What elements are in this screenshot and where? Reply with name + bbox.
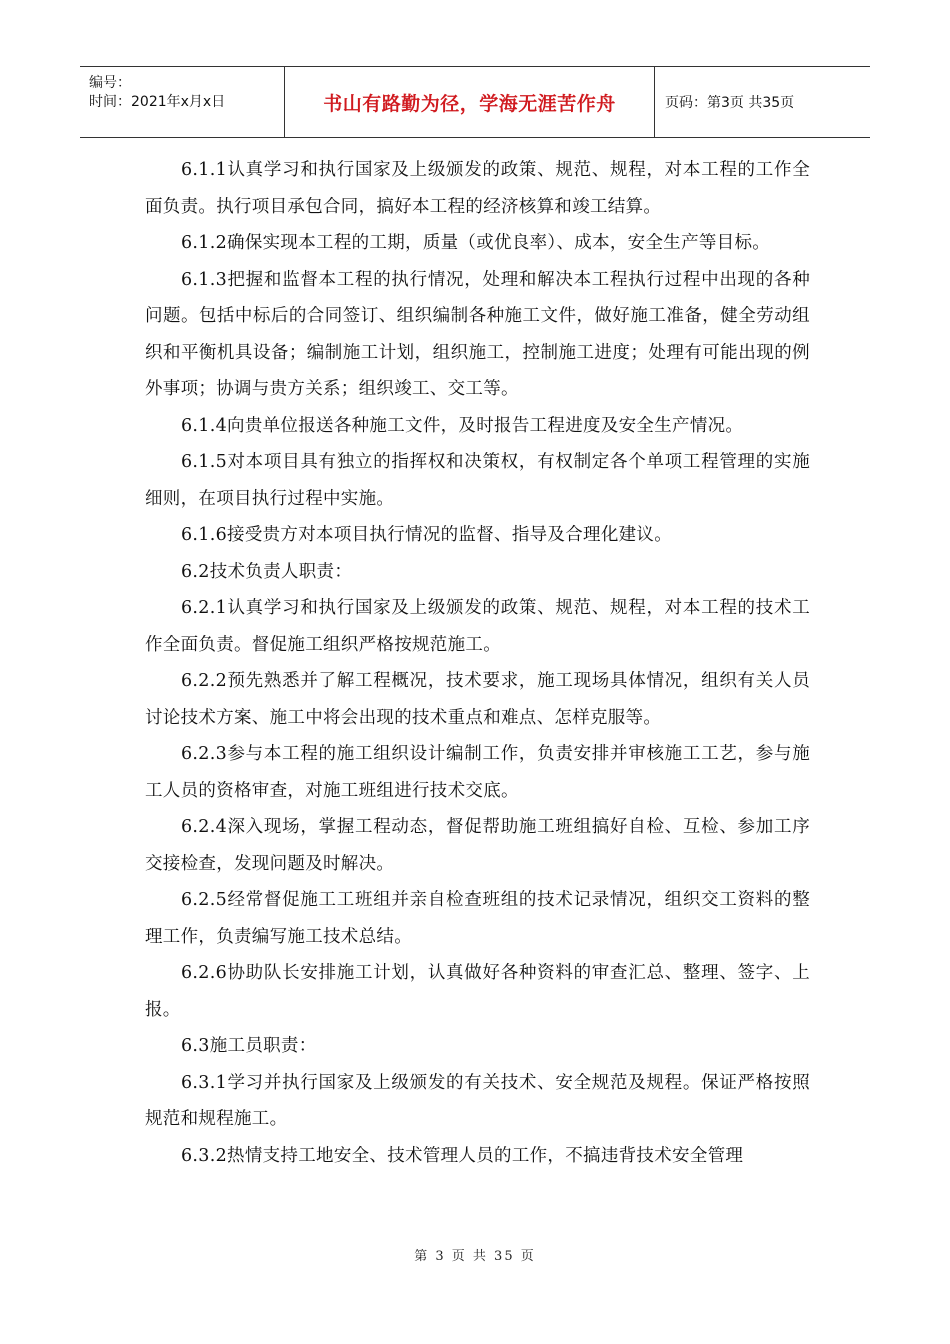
document-body <box>145 152 810 1174</box>
document-date-label: 时间：2021年x月x日 <box>89 94 226 110</box>
section-heading: 6.3施工员职责： <box>181 1036 317 1056</box>
paragraph: 6.2.6协助队长安排施工计划，认真做好各种资料的审查汇总、整理、签字、上报。 <box>145 963 810 1020</box>
paragraph: 6.1.1认真学习和执行国家及上级颁发的政策、规范、规程，对本工程的工作全面负责。执行项目承包合同，搞好本工程的经济核算和竣工结算。 <box>145 160 810 217</box>
paragraph: 6.2.2预先熟悉并了解工程概况，技术要求，施工现场具体情况，组织有关人员讨论技术方案、施工中将会出现的技术重点和难点、怎样克服等。 <box>145 671 810 728</box>
header-page-cell <box>655 67 870 137</box>
header-page-number: 页码：第3页 共35页 <box>665 95 795 111</box>
paragraph: 6.3.1学习并执行国家及上级颁发的有关技术、安全规范及规程。保证严格按照规范和规程施工。 <box>145 1072 810 1129</box>
paragraph: 6.1.4向贵单位报送各种施工文件，及时报告工程进度及安全生产情况。 <box>181 415 744 436</box>
document-number-label: 编号： <box>89 75 131 91</box>
header-left-cell <box>80 67 285 137</box>
paragraph: 6.1.3把握和监督本工程的执行情况，处理和解决本工程执行过程中出现的各种问题。包括中标后的合同签订、组织编制各种施工文件，做好施工准备，健全劳动组织和平衡机具设备；编制施工计划，组织施工，控制施工进度；处理有可能出现的例外事项；协调与贵方关系；组织竣工、交工等。 <box>145 269 810 399</box>
paragraph: 6.2.4深入现场，掌握工程动态，督促帮助施工班组搞好自检、互检、参加工序交接检查，发现问题及时解决。 <box>145 817 810 874</box>
paragraph: 6.2.3参与本工程的施工组织设计编制工作，负责安排并审核施工工艺，参与施工人员的资格审查，对施工班组进行技术交底。 <box>145 744 810 801</box>
paragraph: 6.1.2确保实现本工程的工期，质量（或优良率）、成本，安全生产等目标。 <box>181 233 771 253</box>
paragraph: 6.2.5经常督促施工工班组并亲自检查班组的技术记录情况，组织交工资料的整理工作，负责编写施工技术总结。 <box>145 890 810 947</box>
paragraph: 6.2.1认真学习和执行国家及上级颁发的政策、规范、规程，对本工程的技术工作全面负责。督促施工组织严格按规范施工。 <box>145 598 810 655</box>
page-footer: 第 3 页 共 35 页 <box>414 1249 536 1264</box>
header-motto-cell <box>285 67 655 137</box>
paragraph: 6.3.2热情支持工地安全、技术管理人员的工作，不搞违背技术安全管理 <box>181 1145 744 1166</box>
page-header <box>80 66 870 138</box>
paragraph: 6.1.6接受贵方对本项目执行情况的监督、指导及合理化建议。 <box>181 525 673 545</box>
paragraph: 6.1.5对本项目具有独立的指挥权和决策权，有权制定各个单项工程管理的实施细则，在项目执行过程中实施。 <box>145 452 810 509</box>
section-heading: 6.2技术负责人职责： <box>181 561 353 582</box>
header-motto: 书山有路勤为径，学海无涯苦作舟 <box>323 92 616 115</box>
